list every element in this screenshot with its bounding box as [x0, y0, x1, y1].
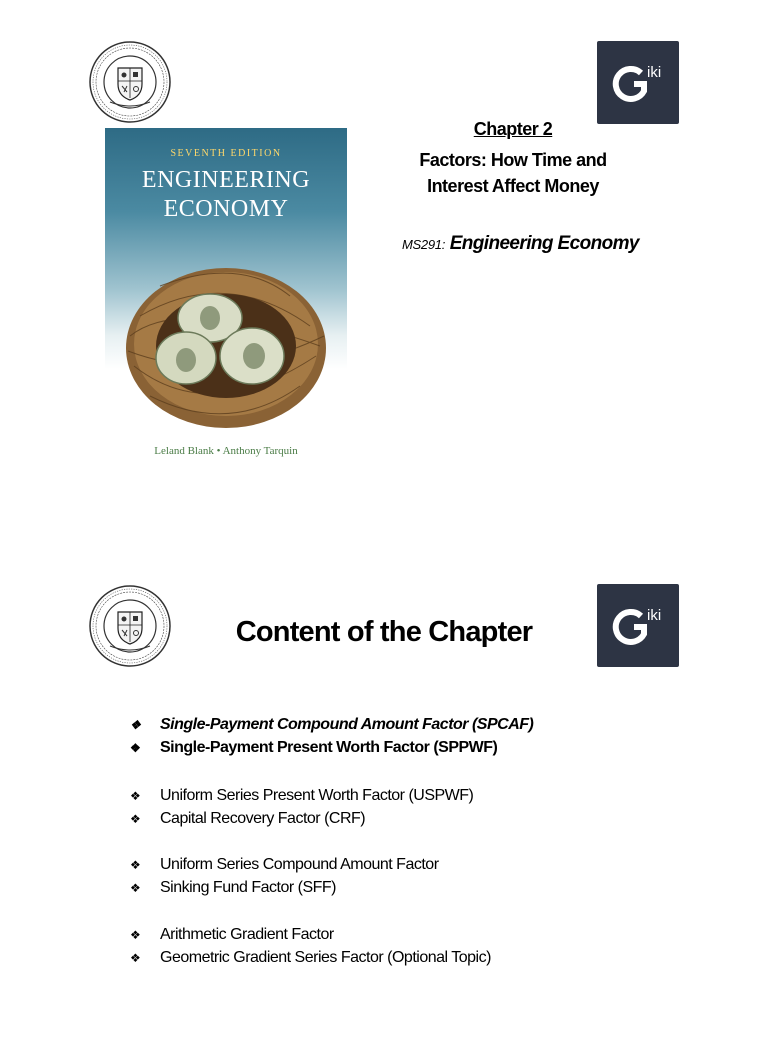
university-seal-logo	[88, 40, 172, 124]
list-item: ❖ Uniform Series Present Worth Factor (USPWF)	[130, 785, 473, 807]
diamond-bullet-icon: ❖	[130, 812, 141, 826]
diamond-bullet-icon: ❖	[130, 718, 141, 732]
course-code: MS291:	[402, 237, 446, 252]
list-item: ❖ Single-Payment Present Worth Factor (SPPWF)	[130, 737, 497, 759]
chapter-title-line2: Interest Affect Money	[427, 176, 599, 196]
list-item: ❖ Arithmetic Gradient Factor	[130, 924, 334, 946]
money-nest-image	[120, 236, 332, 436]
diamond-bullet-icon: ❖	[130, 858, 141, 872]
diamond-bullet-icon: ❖	[130, 789, 141, 803]
slide-title: Content of the Chapter	[235, 616, 533, 648]
list-item: ❖ Uniform Series Compound Amount Factor	[130, 854, 439, 876]
title-slide	[0, 0, 768, 512]
list-item: ❖ Sinking Fund Factor (SFF)	[130, 877, 336, 899]
chapter-number: Chapter 2	[473, 119, 553, 139]
book-title: ENGINEERING ECONOMY	[141, 167, 311, 222]
list-item: ❖ Capital Recovery Factor (CRF)	[130, 808, 365, 830]
diamond-bullet-icon: ❖	[130, 928, 141, 942]
chapter-title-line1: Factors: How Time and	[419, 150, 607, 170]
diamond-bullet-icon: ❖	[130, 881, 141, 895]
diamond-bullet-icon: ❖	[130, 741, 141, 755]
list-item: ❖ Single-Payment Compound Amount Factor (SPCAF)	[130, 714, 533, 736]
giki-logo-text: iki	[647, 607, 662, 624]
textbook-cover	[105, 128, 347, 463]
course-label	[402, 233, 639, 255]
diamond-bullet-icon: ❖	[130, 951, 141, 965]
book-edition: SEVENTH EDITION	[170, 148, 282, 159]
giki-logo-text: iki	[647, 64, 662, 81]
book-authors: Leland Blank • Anthony Tarquin	[154, 445, 298, 457]
giki-logo	[597, 41, 679, 124]
course-name: Engineering Economy	[445, 233, 639, 254]
content-slide	[0, 544, 768, 1056]
list-item: ❖ Geometric Gradient Series Factor (Optional Topic)	[130, 947, 491, 969]
